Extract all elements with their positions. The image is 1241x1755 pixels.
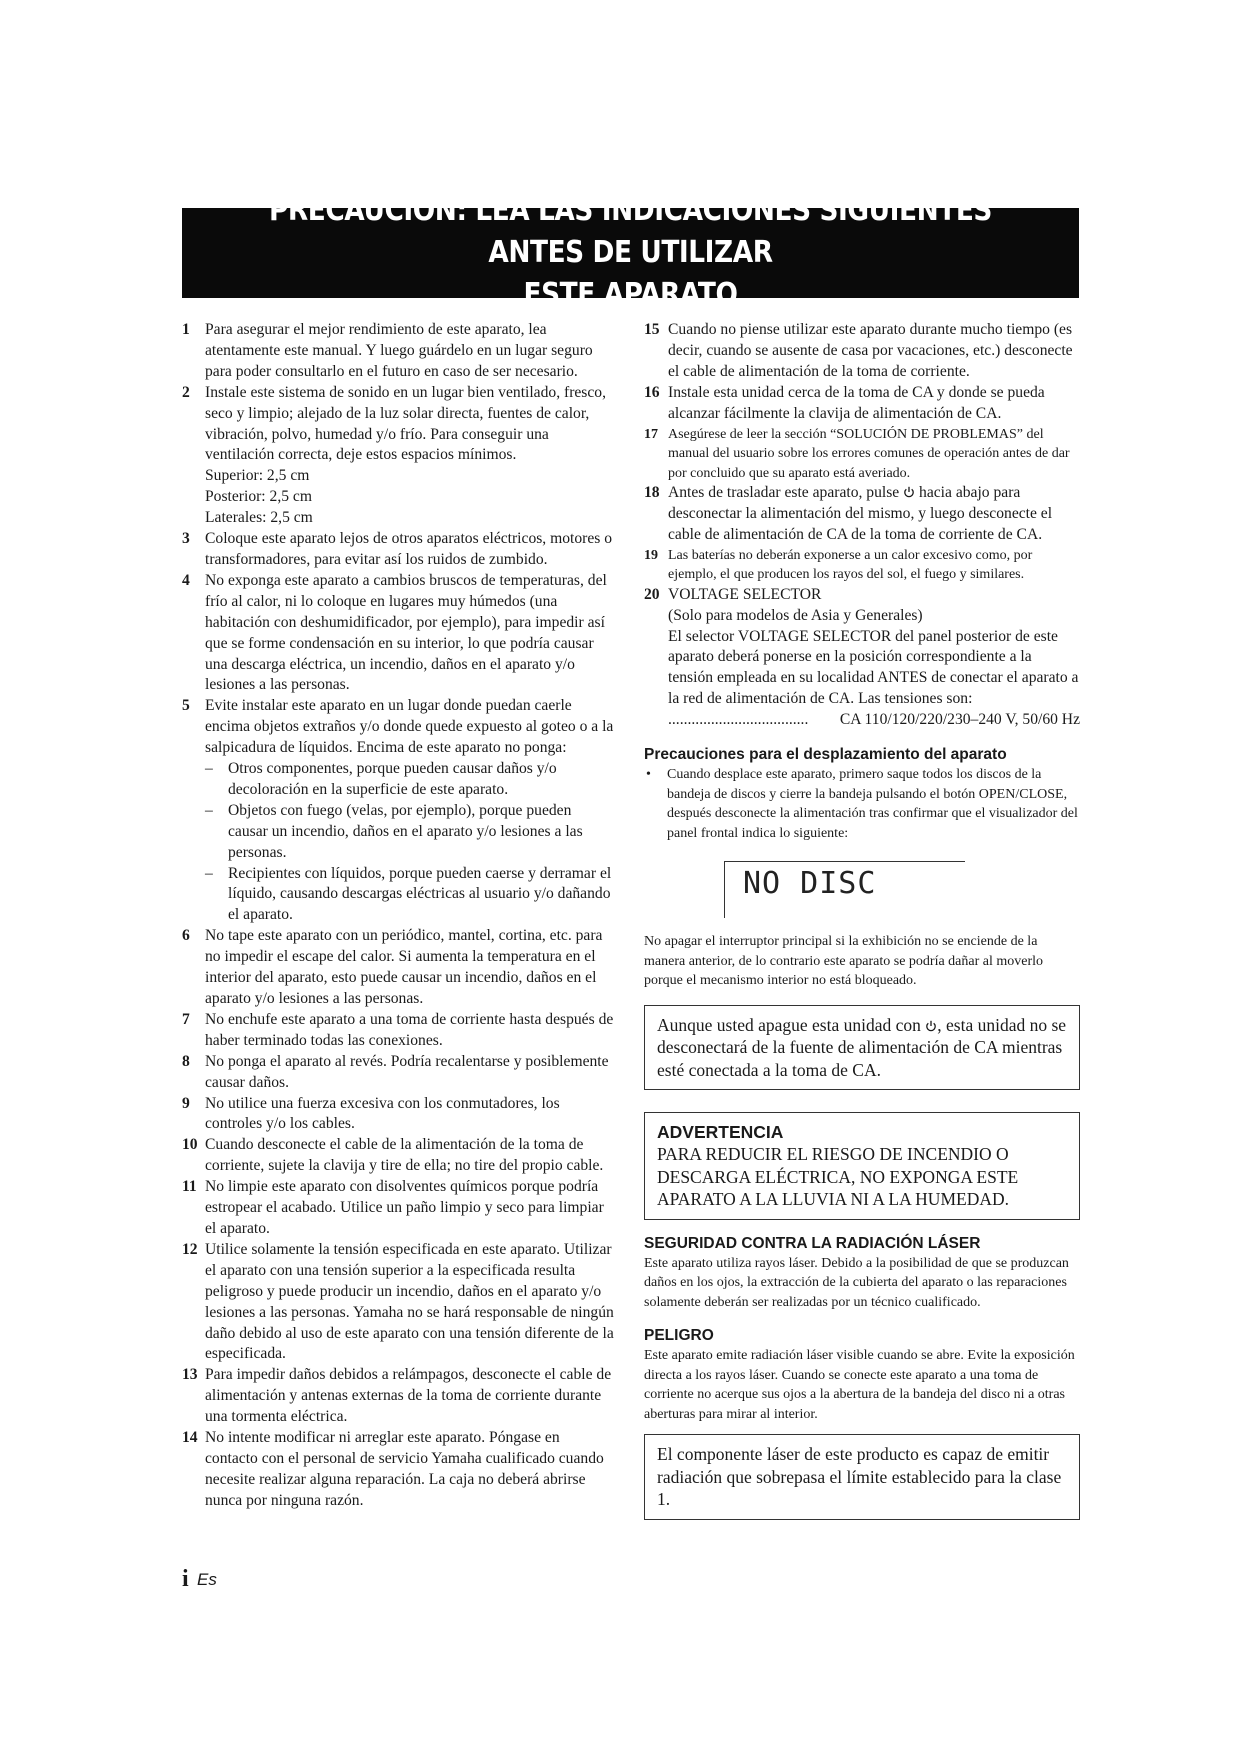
list-item: 5 Evite instalar este aparato en un lugar donde puedan caerle encima objetos extraños y/o donde quede expuesto al goteo o a la salpicadura de líquidos. Encima de este aparato no ponga: – Otros componentes, porque pueden causar daños y/o decoloración en la superficie de este aparato. – Objetos con fuego (velas, por ejemplo), porque pueden causar un incendio, daños en el aparato y/o lesiones a las personas. – Recipientes con líquidos, porque pueden caerse y derramar el líquido, causando descargas eléctricas al usuario y/o dañando el aparato. (182, 696, 614, 926)
power-icon (903, 486, 915, 498)
list-item: 20 VOLTAGE SELECTOR (Solo para modelos de Asia y Generales) El selector VOLTAGE SELECTOR del panel posterior de este aparato deberá ponerse en la posición correspondiente a la tensión empleada en su localidad ANTES de conectar el aparato a la red de alimentación de CA. Las tensiones son: .................................... CA 110/120/220/230–240 V, 50/60 Hz (644, 585, 1080, 731)
page-number: i (182, 1566, 189, 1592)
voltage-values: .................................... CA 110/120/220/230–240 V, 50/60 Hz (668, 711, 1080, 729)
list-item: 17 Asegúrese de leer la sección “SOLUCIÓN DE PROBLEMAS” del manual del usuario sobre los errores comunes de operación antes de dar por concluido que su aparato está averiado. (644, 426, 1070, 481)
laser-heading: SEGURIDAD CONTRA LA RADIACIÓN LÁSER (644, 1234, 981, 1252)
moving-heading: Precauciones para el desplazamiento del aparato (644, 746, 1007, 764)
moving-instruction: • Cuando desplace este aparato, primero saque todos los discos de la bandeja de discos y cierre la bandeja pulsando el botón OPEN/CLOSE, después desconecte la alimentación tras confirmar que el visualizador del panel frontal indica lo siguiente: (644, 765, 1080, 843)
sub-item: – Recipientes con líquidos, porque pueden caerse y derramar el líquido, causando descargas eléctricas al usuario y/o dañando el aparato. (205, 864, 614, 927)
page-language: Es (197, 1570, 217, 1589)
list-item: 4 No exponga este aparato a cambios bruscos de temperaturas, del frío al calor, ni lo coloque en lugares muy húmedos (una habitación con deshumidificador, por ejemplo), para impedir así que se forme condensación en su interior, lo que podría causar una descarga eléctrica, un incendio, daños en el aparato y/o lesiones a las personas. (182, 571, 607, 694)
list-item: 19 Las baterías no deberán exponerse a un calor excesivo como, por ejemplo, el que producen los rayos del sol, el fuego y similares. (644, 547, 1033, 583)
laser-class-box: El componente láser de este producto es capaz de emitir radiación que sobrepasa el límite establecido para la clase 1. (644, 1434, 1080, 1520)
voltage-text: El selector VOLTAGE SELECTOR del panel posterior de este aparato deberá ponerse en la posición correspondiente a la tensión empleada en su localidad ANTES de conectar el aparato a la red de alimentación de CA. Las tensiones son: (668, 627, 1079, 708)
clearance-rear: Posterior: 2,5 cm (205, 488, 312, 506)
list-item: 3 Coloque este aparato lejos de otros aparatos eléctricos, motores o transformadores, para evitar así los ruidos de zumbido. (182, 530, 613, 568)
list-item: 13 Para impedir daños debidos a relámpagos, desconecte el cable de alimentación y antenas externas de la toma de corriente durante una tormenta eléctrica. (182, 1366, 612, 1426)
warning-title: ADVERTENCIA (657, 1122, 784, 1143)
list-item: 7 No enchufe este aparato a una toma de corriente hasta después de haber terminado todas las conexiones. (182, 1010, 614, 1049)
list-item: 18 Antes de trasladar este aparato, pulse hacia abajo para desconectar la alimentación del mismo, y luego desconecte el cable de alimentación de CA de la toma de corriente de CA. (644, 484, 1053, 543)
warning-box (644, 1112, 1080, 1220)
sub-item: – Otros componentes, porque pueden causar daños y/o decoloración en la superficie de este aparato. (205, 759, 614, 801)
list-item: 1 Para asegurar el mejor rendimiento de este aparato, lea atentamente este manual. Y luego guárdelo en un lugar seguro para poder consultarlo en el futuro en caso de ser necesario. (182, 321, 593, 380)
list-item: 10 Cuando desconecte el cable de la alimentación de la toma de corriente, sujete la clavija y tire de ella; no tire del propio cable. (182, 1136, 604, 1175)
warning-text: PARA REDUCIR EL RIESGO DE INCENDIO O DESCARGA ELÉCTRICA, NO EXPONGA ESTE APARATO A LA LLUVIA NI A LA HUMEDAD. (657, 1144, 1019, 1210)
title-line-1: PRECAUCIÓN: LEA LAS INDICACIONES SIGUIENTES ANTES DE UTILIZAR (268, 193, 993, 270)
list-item: 6 No tape este aparato con un periódico, mantel, cortina, etc. para no impedir el escape del calor. Si aumenta la temperatura en el interior del aparato, esto puede causar un incendio, daños en el aparato y/o lesiones a las personas. (182, 927, 603, 1007)
list-item: 15 Cuando no piense utilizar este aparato durante mucho tiempo (es decir, cuando se ausente de casa por vacaciones, etc.) desconecte el cable de alimentación de la toma de corriente. (644, 321, 1073, 380)
clearance-top: Superior: 2,5 cm (205, 467, 310, 485)
clearance-sides: Laterales: 2,5 cm (205, 509, 313, 527)
page-title (182, 193, 1079, 312)
list-item: 12 Utilice solamente la tensión especificada en este aparato. Utilizar el aparato con una tensión superior a la especificada resulta peligroso y puede producir un incendio, daños en el aparato y/o lesiones a las personas. Yamaha no se hará responsable de ningún daño debido al uso de este aparato con una tensión diferente de la especificada. (182, 1240, 614, 1363)
left-column (182, 320, 614, 1512)
list-item: 16 Instale esta unidad cerca de la toma de CA y donde se pueda alcanzar fácilmente la clavija de alimentación de CA. (644, 383, 1045, 422)
power-icon (925, 1020, 937, 1032)
list-item: 8 No ponga el aparato al revés. Podría recalentarse y posiblemente causar daños. (182, 1052, 609, 1091)
moving-note: No apagar el interruptor principal si la exhibición no se enciende de la manera anterior, de lo contrario este aparato se podría dañar al moverlo porque el mecanismo interior no está bloqueado. (644, 934, 1044, 989)
right-column (644, 320, 1080, 1520)
list-item: 11 No limpie este aparato con disolventes químicos porque podría estropear el acabado. Utilice un paño limpio y seco para limpiar el aparato. (182, 1178, 604, 1237)
display-readout: NO DISC (743, 866, 877, 902)
sub-item: – Objetos con fuego (velas, por ejemplo), porque pueden causar un incendio, daños en el aparato y/o lesiones a las personas. (205, 801, 614, 864)
title-line-2: ESTE APARATO (523, 277, 738, 312)
standby-notice-box: Aunque usted apague esta unidad con , esta unidad no se desconectará de la fuente de alimentación de CA mientras esté conectada a la toma de CA. (644, 1005, 1080, 1091)
voltage-models-note: (Solo para modelos de Asia y Generales) (668, 606, 923, 624)
laser-text: Este aparato utiliza rayos láser. Debido a la posibilidad de que se produzcan daños en los ojos, la extracción de la cubierta del aparato o las reparaciones solamente deberán ser realizadas por un técnico cualificado. (644, 1255, 1069, 1310)
danger-heading: PELIGRO (644, 1327, 714, 1345)
list-item: 14 No intente modificar ni arreglar este aparato. Póngase en contacto con el personal de servicio Yamaha cualificado cuando necesite realizar alguna reparación. La caja no deberá abrirse nunca por ninguna razón. (182, 1429, 604, 1509)
front-panel-display (724, 861, 965, 918)
list-item: 9 No utilice una fuerza excesiva con los conmutadores, los controles y/o los cables. (182, 1094, 560, 1133)
list-item: 2 Instale este sistema de sonido en un lugar bien ventilado, fresco, seco y limpio; alejado de la luz solar directa, fuentes de calor, vibración, polvo, humedad y/o frío. Para conseguir una ventilación correcta, deje estos espacios mínimos. Superior: 2,5 cm Posterior: 2,5 cm Laterales: 2,5 cm (182, 383, 614, 529)
danger-text: Este aparato emite radiación láser visible cuando se abre. Evite la exposición directa a los rayos láser. Cuando se conecte este aparato a una toma de corriente no acerque sus ojos a la abertura de la bandeja del disco ni a otras aberturas para mirar al interior. (644, 1348, 1075, 1422)
